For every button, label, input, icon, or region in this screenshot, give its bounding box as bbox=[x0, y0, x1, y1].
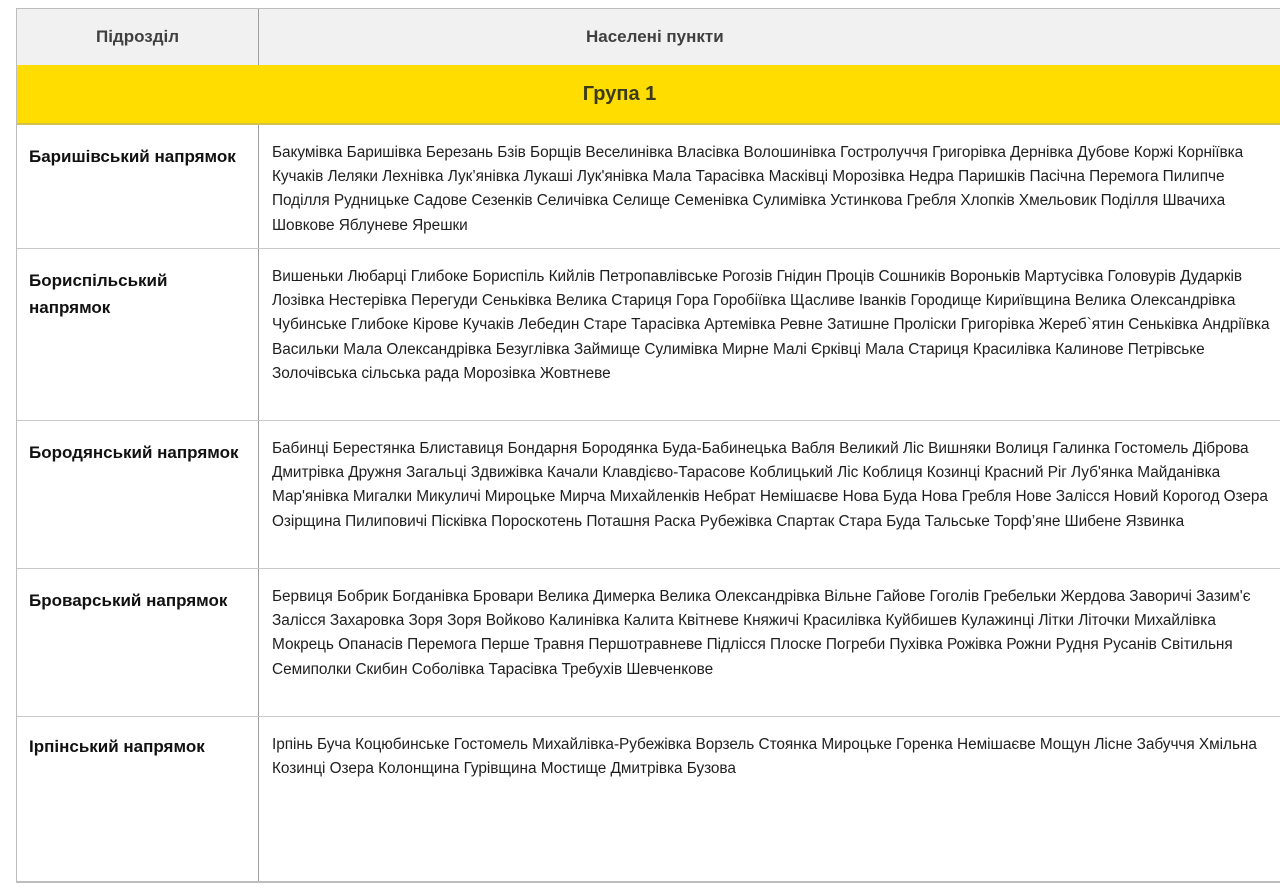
settlement-list: Ірпінь Буча Коцюбинське Гостомель Михайлівка-Рубежівка Ворзель Стоянка Мироцьке Горенка Немішаєве Мощун Лісне Забуччя Хмільна Козинці Озера Колонщина Гурівщина Мостище Дмитрівка Бузова bbox=[272, 736, 1257, 778]
table-row bbox=[17, 125, 1280, 249]
unit-name: Баришівський напрямок bbox=[17, 125, 259, 248]
unit-name: Броварський напрямок bbox=[17, 569, 259, 716]
table-row bbox=[17, 421, 1280, 569]
table-row bbox=[17, 717, 1280, 883]
table-row bbox=[17, 249, 1280, 421]
table-header-row bbox=[17, 9, 1280, 65]
unit-name: Бориспільський напрямок bbox=[17, 249, 259, 420]
header-subdivision: Підрозділ bbox=[17, 9, 259, 65]
unit-name: Ірпінський напрямок bbox=[17, 717, 259, 881]
group-header: Група 1 bbox=[17, 65, 1280, 125]
settlement-list: Бервиця Бобрик Богданівка Бровари Велика Димерка Велика Олександрівка Вільне Гайове Гоголів Гребельки Жердова Заворичі Зазим'є Залісся Захаровка Зоря Зоря Войково Калинівка Калита Квітневе Княжичі Красилівка Куйбишев Кулажинці Літки Літочки Михайлівка Мокрець Опанасів Перемога Перше Травня Першотравневе Підлісся Плоске Погреби Пухівка Рожівка Рожни Рудня Русанів Світильня Семиполки Скибин Соболівка Тарасівка Требухів Шевченкове bbox=[272, 588, 1251, 678]
settlements-table bbox=[16, 8, 1280, 883]
table-row bbox=[17, 569, 1280, 717]
header-settlements: Населені пункти bbox=[586, 27, 724, 46]
settlement-list: Вишеньки Любарці Глибоке Бориспіль Кийлів Петропавлівське Рогозів Гнідин Проців Сошників Вороньків Мартусівка Головурів Дударків Лозівка Нестерівка Перегуди Сеньківка Велика Стариця Гора Горобіївка Щасливе Іванків Городище Кириївщина Велика Олександрівка Чубинське Глибоке Кірове Кучаків Лебедин Старе Тарасівка Артемівка Ревне Затишне Проліски Григорівка Жереб`ятин Сеньківка Андріївка Васильки Мала Олександрівка Безуглівка Займище Сулимівка Мирне Малі Єрківці Мала Стариця Красилівка Калинове Петрівське Золочівська сільська рада Морозівка Жовтневе bbox=[272, 268, 1270, 382]
settlement-list: Бакумівка Баришівка Березань Бзів Борщів Веселинівка Власівка Волошинівка Гостролуччя Григорівка Дернівка Дубове Коржі Корніївка Кучаків Леляки Лехнівка Лук’янівка Лукаші Лук'янівка Мала Тарасівка Масківці Морозівка Недра Паришків Пасічна Перемога Пилипче Поділля Рудницьке Садове Сезенків Селичівка Селище Семенівка Сулимівка Устинкова Гребля Хлопків Хмельовик Поділля Швачиха Шовкове Яблуневе Ярешки bbox=[272, 144, 1244, 234]
unit-name: Бородянський напрямок bbox=[17, 421, 259, 568]
settlement-list: Бабинці Берестянка Блиставиця Бондарня Бородянка Буда-Бабинецька Вабля Великий Ліс Вишняки Волиця Галинка Гостомель Діброва Дмитрівка Дружня Загальці Здвижівка Качали Клавдієво-Тарасове Коблицький Ліс Коблиця Козинці Красний Ріг Луб'янка Майданівка Мар'янівка Мигалки Микуличі Мироцьке Мирча Михайленків Небрат Немішаєве Нова Буда Нова Гребля Нове Залісся Новий Корогод Озера Озірщина Пилиповичі Пісківка Пороскотень Поташня Раска Рубежівка Спартак Стара Буда Тальське Торф’яне Шибене Язвинка bbox=[272, 440, 1268, 530]
